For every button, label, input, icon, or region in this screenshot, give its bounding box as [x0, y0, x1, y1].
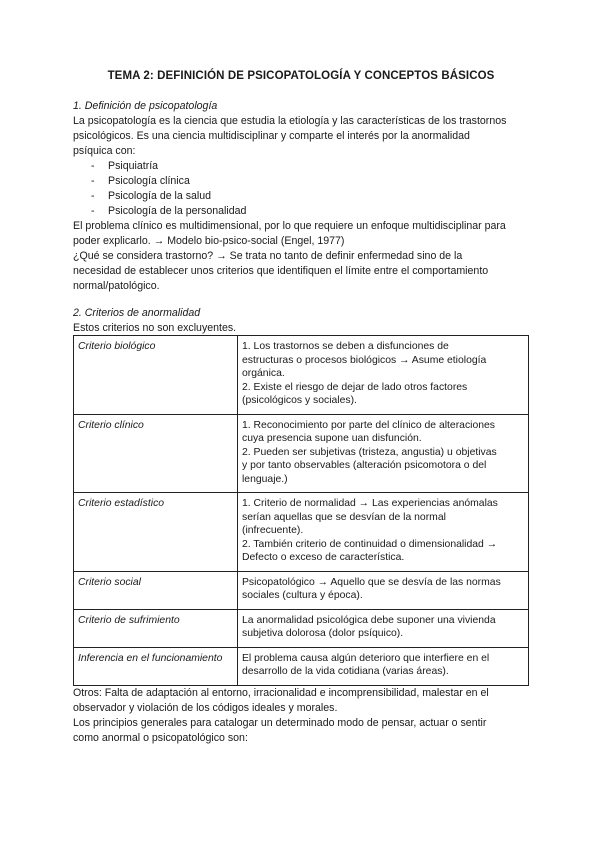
- list-item: - Psicología de la personalidad: [91, 205, 247, 217]
- paragraph-line: psíquica con:: [73, 145, 136, 157]
- table-row: [74, 493, 529, 572]
- paragraph-line: ¿Qué se considera trastorno? → Se trata no tanto de definir enfermedad sino de la: [73, 250, 463, 262]
- paragraph-line: El problema clínico es multidimensional, por lo que requiere un enfoque multidisciplinar para: [73, 220, 506, 232]
- list-item: - Psicología clínica: [91, 175, 190, 187]
- section-heading: 1. Definición de psicopatología: [73, 100, 218, 112]
- table-row: [74, 647, 529, 685]
- paragraph-line: psicológicos. Es una ciencia multidisciplinar y comparte el interés por la anormalidad: [73, 130, 470, 142]
- criterion-description: El problema causa algún deterioro que interfiere en el desarrollo de la vida cotidiana (varias áreas).: [238, 647, 529, 685]
- paragraph-line: La psicopatología es la ciencia que estudia la etiología y las características de los trastornos: [73, 115, 507, 127]
- section-criteria: [73, 306, 529, 336]
- criteria-note: Estos criterios no son excluyentes.: [73, 322, 237, 334]
- criterion-name: Criterio de sufrimiento: [74, 609, 238, 647]
- paragraph-line: Los principios generales para catalogar un determinado modo de pensar, actuar o sentir: [73, 717, 487, 729]
- paragraph-line: poder explicarlo. → Modelo bio-psico-social (Engel, 1977): [73, 235, 345, 247]
- criterion-description: Psicopatológico → Aquello que se desvía de las normas sociales (cultura y época).: [238, 571, 529, 609]
- paragraph-line: normal/patológico.: [73, 280, 160, 292]
- criterion-description: La anormalidad psicológica debe suponer una vivienda subjetiva dolorosa (dolor psíquico).: [238, 609, 529, 647]
- list-item: - Psicología de la salud: [91, 190, 212, 202]
- table-row: [74, 571, 529, 609]
- paragraph-line: necesidad de establecer unos criterios que identifiquen el límite entre el comportamiento: [73, 265, 489, 277]
- paragraph-line: observador y violación de los códigos ideales y morales.: [73, 702, 338, 714]
- section-heading: 2. Criterios de anormalidad: [73, 307, 201, 319]
- paragraph-line: como anormal o psicopatológico son:: [73, 732, 248, 744]
- closing-paragraph: [73, 686, 529, 746]
- criterion-description: 1. Los trastornos se deben a disfunciones de estructuras o procesos biológicos → Asume etiología orgánica. 2. Existe el riesgo de dejar de lado otros factores (psicológicos y sociales).: [238, 336, 529, 415]
- criterion-description: 1. Reconocimiento por parte del clínico de alteraciones cuya presencia supone uan disfunción. 2. Pueden ser subjetivas (tristeza, angustia) u objetivas y por tanto observables (alteración psicomotora o del lenguaje.): [238, 414, 529, 493]
- criteria-table: [73, 335, 529, 686]
- criterion-name: Criterio biológico: [74, 336, 238, 415]
- table-row: [74, 609, 529, 647]
- criterion-name: Inferencia en el funcionamiento: [74, 647, 238, 685]
- criterion-description: 1. Criterio de normalidad → Las experiencias anómalas serían aquellas que se desvían de la normal (infrecuente). 2. También criterio de continuidad o dimensionalidad → Defecto o exceso de característica.: [238, 493, 529, 572]
- list-item: - Psiquiatría: [91, 160, 159, 172]
- criterion-name: Criterio clínico: [74, 414, 238, 493]
- paragraph-line: Otros: Falta de adaptación al entorno, irracionalidad e incomprensibilidad, malestar en el: [73, 687, 489, 699]
- table-row: [74, 414, 529, 493]
- disciplines-list: [73, 159, 529, 219]
- section-definition: [73, 99, 529, 294]
- table-row: [74, 336, 529, 415]
- criterion-name: Criterio social: [74, 571, 238, 609]
- criterion-name: Criterio estadístico: [74, 493, 238, 572]
- document-title: TEMA 2: DEFINICIÓN DE PSICOPATOLOGÍA Y CONCEPTOS BÁSICOS: [107, 70, 495, 82]
